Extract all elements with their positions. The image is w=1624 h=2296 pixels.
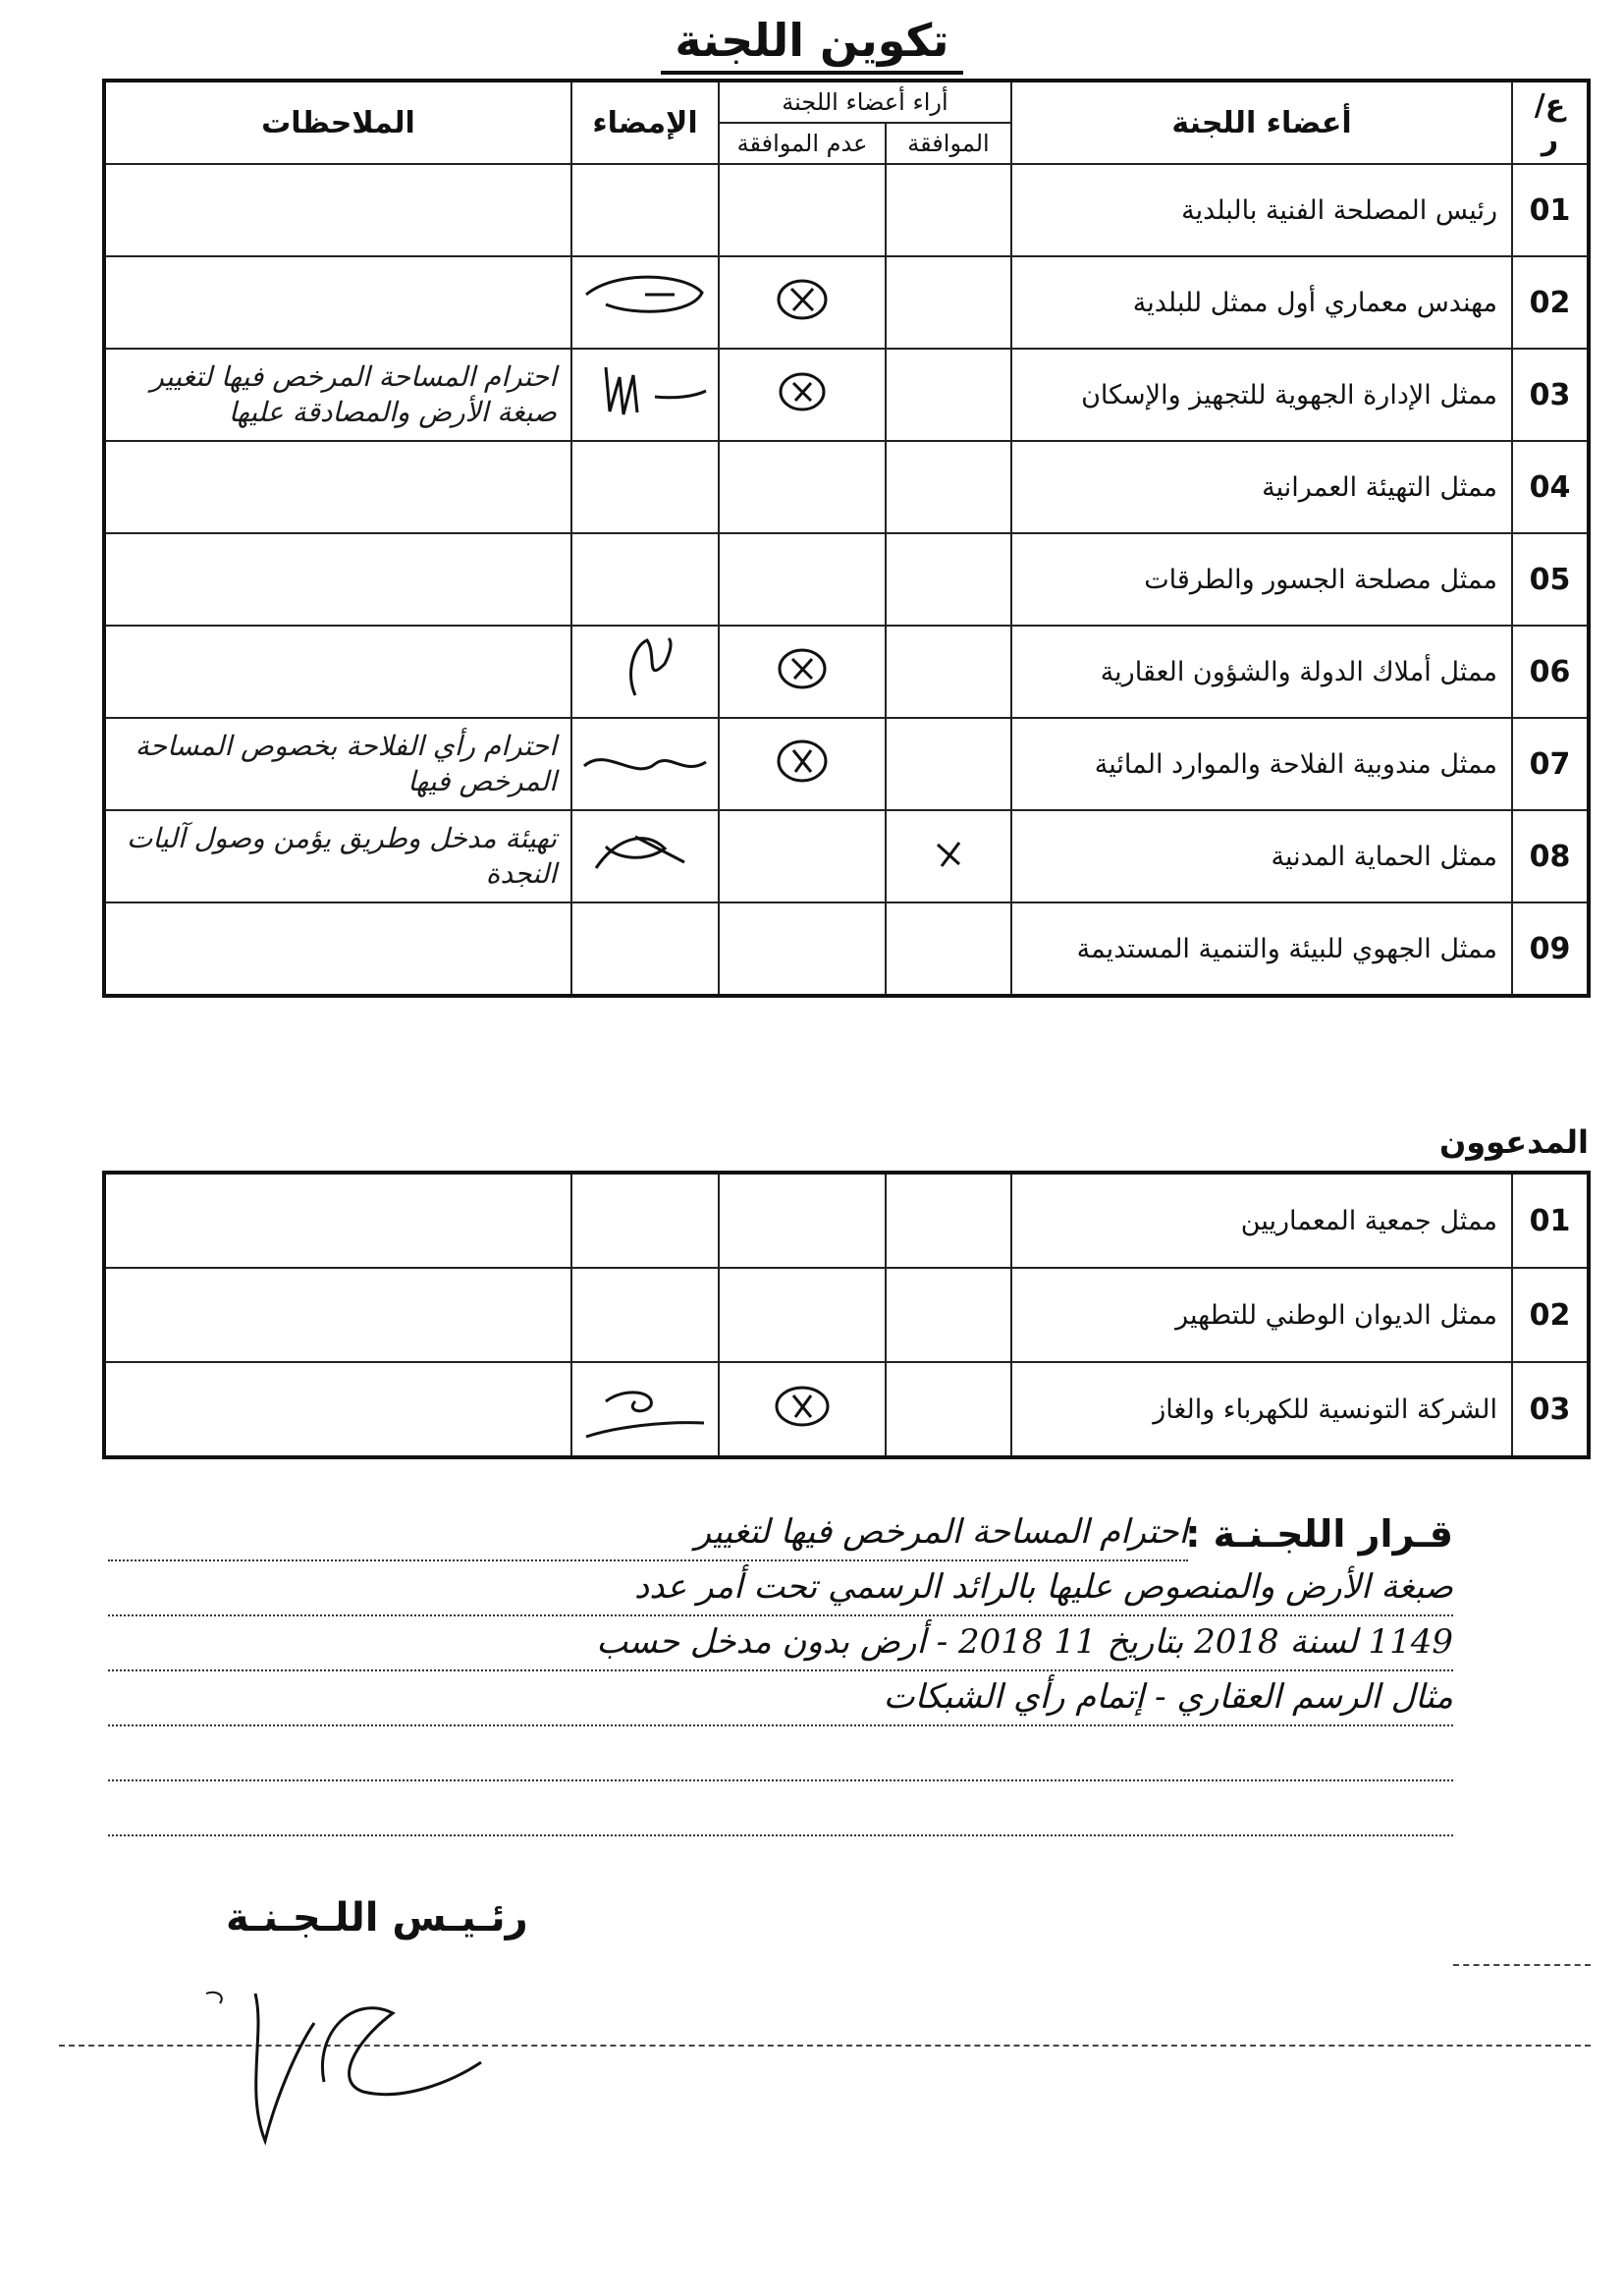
invited-section-label: المدعوون xyxy=(1438,1123,1589,1161)
row-number: 06 xyxy=(1512,626,1589,718)
note-cell xyxy=(104,1362,571,1457)
row-number: 07 xyxy=(1512,718,1589,810)
note-cell xyxy=(104,626,571,718)
disapprove-cell xyxy=(719,533,886,626)
header-disapprove: عدم الموافقة xyxy=(719,123,886,164)
member-name: رئيس المصلحة الفنية بالبلدية xyxy=(1011,164,1512,256)
member-name: ممثل الحماية المدنية xyxy=(1011,810,1512,902)
approve-cell xyxy=(886,441,1011,533)
x-mark-icon xyxy=(920,829,977,878)
member-name: ممثل الجهوي للبيئة والتنمية المستديمة xyxy=(1011,902,1512,996)
circled-x-mark-icon xyxy=(774,1382,831,1431)
header-approve: الموافقة xyxy=(886,123,1011,164)
member-name: ممثل مصلحة الجسور والطرقات xyxy=(1011,533,1512,626)
row-number: 05 xyxy=(1512,533,1589,626)
signature-cell xyxy=(571,1173,719,1268)
circled-x-mark-icon xyxy=(774,367,831,416)
approve-cell xyxy=(886,1173,1011,1268)
decision-line xyxy=(108,1724,1453,1781)
approve-cell xyxy=(886,533,1011,626)
note-cell xyxy=(104,256,571,349)
signature-scribble-icon xyxy=(576,634,714,703)
decision-line: صبغة الأرض والمنصوص عليها بالرائد الرسمي تحت أمر عدد xyxy=(108,1559,1453,1616)
invitee-name: الشركة التونسية للكهرباء والغاز xyxy=(1011,1362,1512,1457)
decision-line: 1149 لسنة 2018 بتاريخ 11 2018 - أرض بدون مدخل حسب xyxy=(108,1614,1453,1671)
header-notes: الملاحظات xyxy=(104,81,571,164)
signature-cell xyxy=(571,1268,719,1362)
invitee-name: ممثل الديوان الوطني للتطهير xyxy=(1011,1268,1512,1362)
signature-cell xyxy=(571,164,719,256)
table-row xyxy=(104,441,1589,533)
member-name: ممثل مندوبية الفلاحة والموارد المائية xyxy=(1011,718,1512,810)
signature-cell xyxy=(571,718,719,810)
header-signature: الإمضاء xyxy=(571,81,719,164)
disapprove-cell xyxy=(719,1268,886,1362)
circled-x-mark-icon xyxy=(774,737,831,786)
disapprove-cell xyxy=(719,441,886,533)
decision-line xyxy=(108,1779,1453,1836)
disapprove-cell xyxy=(719,626,886,718)
row-number: 04 xyxy=(1512,441,1589,533)
header-number: ع/ر xyxy=(1512,81,1589,164)
approve-cell xyxy=(886,718,1011,810)
note-cell xyxy=(104,533,571,626)
committee-table xyxy=(102,79,1591,998)
table-row xyxy=(104,810,1589,902)
row-number: 02 xyxy=(1512,1268,1589,1362)
signature-cell xyxy=(571,441,719,533)
table-row xyxy=(104,902,1589,996)
approve-cell xyxy=(886,902,1011,996)
disapprove-cell xyxy=(719,256,886,349)
table-row xyxy=(104,533,1589,626)
invitee-name: ممثل جمعية المعماريين xyxy=(1011,1173,1512,1268)
decision-line: مثال الرسم العقاري - إتمام رأي الشبكات xyxy=(108,1669,1453,1726)
table-row xyxy=(104,718,1589,810)
note-cell xyxy=(104,164,571,256)
row-number: 08 xyxy=(1512,810,1589,902)
signature-cell xyxy=(571,902,719,996)
table-row xyxy=(104,626,1589,718)
approve-cell xyxy=(886,256,1011,349)
note-cell: احترام رأي الفلاحة بخصوص المساحة المرخص فيها xyxy=(104,718,571,810)
approve-cell xyxy=(886,349,1011,441)
table-row xyxy=(104,1268,1589,1362)
disapprove-cell xyxy=(719,164,886,256)
row-number: 02 xyxy=(1512,256,1589,349)
note-cell: تهيئة مدخل وطريق يؤمن وصول آليات النجدة xyxy=(104,810,571,902)
disapprove-cell xyxy=(719,1362,886,1457)
signature-scribble-icon xyxy=(576,265,714,334)
page-title: تكوين اللجنة xyxy=(0,14,1624,67)
disapprove-cell xyxy=(719,1173,886,1268)
decision-label: قـرار اللجـنـة : xyxy=(1185,1512,1453,1556)
disapprove-cell xyxy=(719,902,886,996)
member-name: ممثل أملاك الدولة والشؤون العقارية xyxy=(1011,626,1512,718)
table-row xyxy=(104,1362,1589,1457)
note-cell xyxy=(104,441,571,533)
member-name: ممثل التهيئة العمرانية xyxy=(1011,441,1512,533)
disapprove-cell xyxy=(719,349,886,441)
signature-scribble-icon xyxy=(576,727,714,795)
approve-cell xyxy=(886,626,1011,718)
row-number: 03 xyxy=(1512,349,1589,441)
note-cell: احترام المساحة المرخص فيها لتغيير صبغة الأرض والمصادقة عليها xyxy=(104,349,571,441)
signature-scribble-icon xyxy=(576,1372,714,1441)
approve-cell xyxy=(886,1268,1011,1362)
header-members: أعضاء اللجنة xyxy=(1011,81,1512,164)
decision-line: احترام المساحة المرخص فيها لتغيير xyxy=(108,1504,1188,1561)
table-row xyxy=(104,1173,1589,1268)
signature-cell xyxy=(571,533,719,626)
divider xyxy=(1453,1964,1591,1966)
disapprove-cell xyxy=(719,810,886,902)
row-number: 01 xyxy=(1512,164,1589,256)
signature-scribble-icon xyxy=(576,819,714,888)
member-name: مهندس معماري أول ممثل للبلدية xyxy=(1011,256,1512,349)
signature-cell xyxy=(571,810,719,902)
chair-signature-icon xyxy=(187,1974,511,2160)
circled-x-mark-icon xyxy=(774,275,831,324)
row-number: 03 xyxy=(1512,1362,1589,1457)
signature-cell xyxy=(571,256,719,349)
note-cell xyxy=(104,1173,571,1268)
disapprove-cell xyxy=(719,718,886,810)
signature-cell xyxy=(571,626,719,718)
signature-scribble-icon xyxy=(576,357,714,426)
note-cell xyxy=(104,902,571,996)
row-number: 01 xyxy=(1512,1173,1589,1268)
table-row xyxy=(104,164,1589,256)
committee-chair-label: رئـيـس اللـجـنـة xyxy=(226,1895,528,1941)
approve-cell xyxy=(886,164,1011,256)
approve-cell xyxy=(886,1362,1011,1457)
signature-cell xyxy=(571,349,719,441)
member-name: ممثل الإدارة الجهوية للتجهيز والإسكان xyxy=(1011,349,1512,441)
circled-x-mark-icon xyxy=(774,644,831,693)
table-row xyxy=(104,256,1589,349)
table-row xyxy=(104,349,1589,441)
row-number: 09 xyxy=(1512,902,1589,996)
invited-table xyxy=(102,1171,1591,1459)
header-opinions: أراء أعضاء اللجنة xyxy=(719,81,1011,123)
signature-cell xyxy=(571,1362,719,1457)
table-header-row xyxy=(104,81,1589,123)
note-cell xyxy=(104,1268,571,1362)
approve-cell xyxy=(886,810,1011,902)
